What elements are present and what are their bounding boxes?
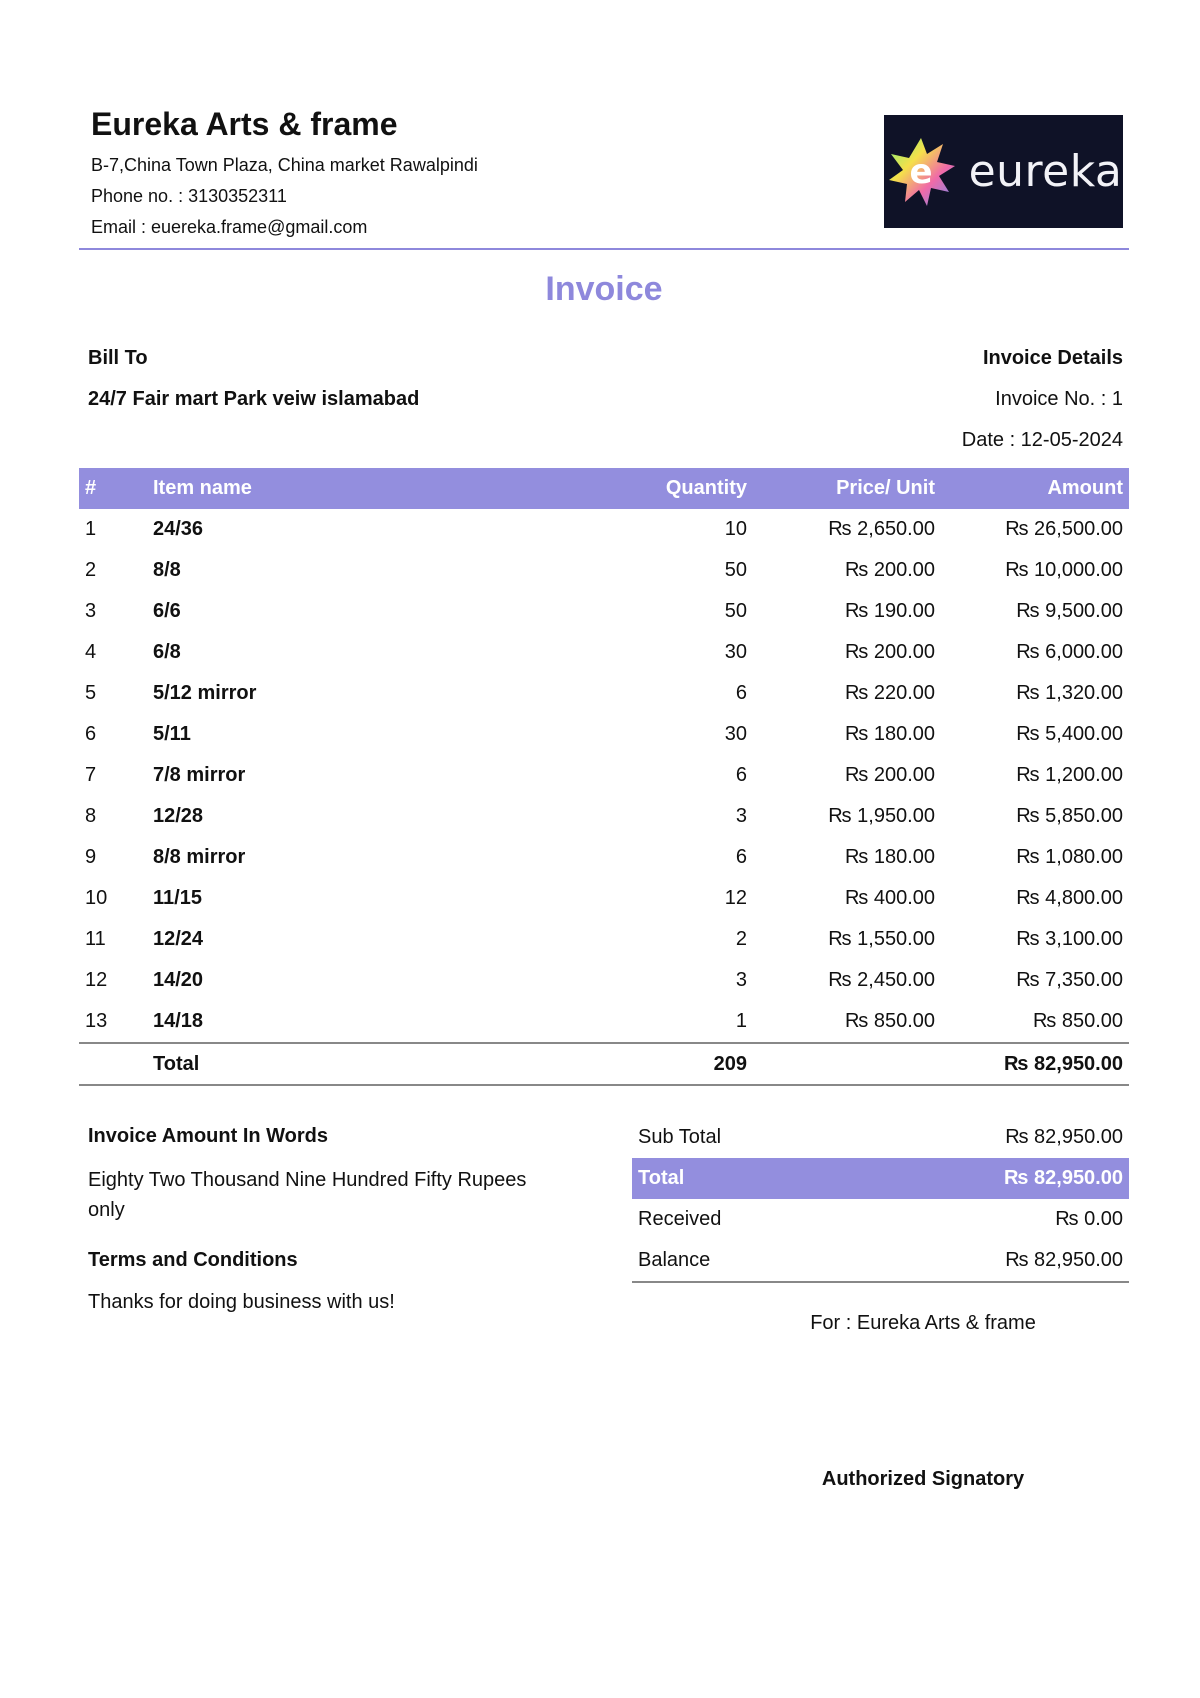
bill-to-label: Bill To (88, 347, 148, 369)
table-row (79, 550, 1129, 591)
row-price: ₨ 180.00 (844, 723, 935, 745)
row-item-name: 14/18 (153, 1010, 204, 1032)
row-number: 2 (85, 559, 97, 581)
row-item-name: 14/20 (153, 969, 204, 991)
row-amount: ₨ 1,200.00 (1016, 764, 1123, 786)
total-quantity: 209 (591, 1043, 753, 1085)
row-item-name: 8/8 mirror (153, 846, 246, 868)
balance-value: ₨ 82,950.00 (1005, 1249, 1123, 1271)
table-row (79, 796, 1129, 837)
row-quantity: 2 (735, 928, 747, 950)
row-amount: ₨ 6,000.00 (1016, 641, 1123, 663)
row-item-name: 6/6 (153, 600, 181, 622)
terms-text: Thanks for doing business with us! (88, 1291, 395, 1313)
table-row (79, 591, 1129, 632)
row-number: 13 (85, 1010, 108, 1032)
row-price: ₨ 200.00 (844, 641, 935, 663)
invoice-details-label: Invoice Details (982, 347, 1123, 369)
row-amount: ₨ 850.00 (1032, 1010, 1123, 1032)
row-item-name: 8/8 (153, 559, 181, 581)
table-row (79, 960, 1129, 1001)
logo-star-icon (885, 136, 957, 208)
balance-row (632, 1240, 1129, 1283)
row-quantity: 3 (735, 969, 747, 991)
svg-text:e: e (909, 151, 933, 192)
header-item-name: Item name (147, 468, 591, 509)
row-quantity: 6 (735, 846, 747, 868)
table-row (79, 509, 1129, 550)
row-item-name: 24/36 (153, 518, 204, 540)
company-logo (884, 115, 1123, 228)
bill-to-address: 24/7 Fair mart Park veiw islamabad (88, 388, 420, 410)
company-phone: Phone no. : 3130352311 (91, 186, 287, 206)
grand-total-label: Total (638, 1167, 685, 1189)
logo-text: eureka (968, 146, 1123, 197)
summary-box (632, 1117, 1129, 1283)
row-price: ₨ 220.00 (844, 682, 935, 704)
row-price: ₨ 2,650.00 (828, 518, 935, 540)
header-amount: Amount (941, 468, 1129, 509)
row-price: ₨ 400.00 (844, 887, 935, 909)
company-email: Email : euereka.frame@gmail.com (91, 217, 368, 237)
table-row (79, 714, 1129, 755)
company-address: B-7,China Town Plaza, China market Rawalpindi (91, 155, 478, 175)
row-amount: ₨ 1,080.00 (1016, 846, 1123, 868)
row-number: 4 (85, 641, 97, 663)
row-amount: ₨ 5,850.00 (1016, 805, 1123, 827)
row-item-name: 7/8 mirror (153, 764, 246, 786)
row-quantity: 1 (735, 1010, 747, 1032)
row-item-name: 12/28 (153, 805, 204, 827)
document-title: Invoice (545, 270, 663, 308)
row-quantity: 10 (724, 518, 747, 540)
row-quantity: 12 (724, 887, 747, 909)
row-amount: ₨ 3,100.00 (1016, 928, 1123, 950)
row-price: ₨ 1,950.00 (828, 805, 935, 827)
table-row (79, 837, 1129, 878)
grand-total-row (632, 1158, 1129, 1199)
row-number: 10 (85, 887, 108, 909)
row-number: 6 (85, 723, 97, 745)
row-amount: ₨ 7,350.00 (1016, 969, 1123, 991)
row-amount: ₨ 10,000.00 (1005, 559, 1123, 581)
balance-label: Balance (638, 1249, 711, 1271)
amount-in-words-label: Invoice Amount In Words (88, 1125, 329, 1147)
row-price: ₨ 190.00 (844, 600, 935, 622)
row-number: 9 (85, 846, 97, 868)
table-total-row (79, 1043, 1129, 1085)
row-price: ₨ 200.00 (844, 559, 935, 581)
total-amount: ₨ 82,950.00 (941, 1043, 1129, 1085)
row-amount: ₨ 9,500.00 (1016, 600, 1123, 622)
invoice-page (79, 100, 1129, 1490)
row-amount: ₨ 1,320.00 (1016, 682, 1123, 704)
row-quantity: 30 (724, 723, 747, 745)
row-price: ₨ 200.00 (844, 764, 935, 786)
header-number: # (79, 468, 147, 509)
row-price: ₨ 850.00 (844, 1010, 935, 1032)
subtotal-label: Sub Total (638, 1126, 722, 1148)
authorized-signatory: Authorized Signatory (821, 1468, 1025, 1490)
row-number: 3 (85, 600, 97, 622)
row-price: ₨ 1,550.00 (828, 928, 935, 950)
table-row (79, 632, 1129, 673)
row-number: 5 (85, 682, 97, 704)
row-quantity: 30 (724, 641, 747, 663)
total-row-label: Total (147, 1043, 591, 1085)
received-value: ₨ 0.00 (1055, 1208, 1123, 1230)
row-quantity: 50 (724, 600, 747, 622)
row-item-name: 5/12 mirror (153, 682, 257, 704)
for-company-line: For : Eureka Arts & frame (810, 1312, 1036, 1334)
header-quantity: Quantity (591, 468, 753, 509)
row-amount: ₨ 4,800.00 (1016, 887, 1123, 909)
company-name: Eureka Arts & frame (91, 106, 398, 142)
row-item-name: 11/15 (153, 887, 202, 909)
row-quantity: 50 (724, 559, 747, 581)
received-label: Received (638, 1208, 722, 1230)
row-amount: ₨ 26,500.00 (1005, 518, 1123, 540)
amount-in-words-text: Eighty Two Thousand Nine Hundred Fifty Rupees only (88, 1169, 527, 1221)
table-row (79, 878, 1129, 919)
items-table (79, 468, 1129, 1086)
table-row (79, 919, 1129, 960)
total-row-spacer (79, 1043, 147, 1085)
invoice-number: Invoice No. : 1 (995, 388, 1123, 410)
row-price: ₨ 2,450.00 (828, 969, 935, 991)
row-number: 1 (85, 518, 97, 540)
table-row (79, 673, 1129, 714)
row-item-name: 5/11 (153, 723, 191, 745)
total-price-spacer (753, 1043, 941, 1085)
invoice-header (79, 100, 1129, 250)
table-row (79, 755, 1129, 796)
row-number: 8 (85, 805, 97, 827)
row-quantity: 3 (735, 805, 747, 827)
row-number: 7 (85, 764, 97, 786)
row-item-name: 12/24 (153, 928, 204, 950)
row-quantity: 6 (735, 764, 747, 786)
row-item-name: 6/8 (153, 641, 181, 663)
grand-total-value: ₨ 82,950.00 (1003, 1167, 1123, 1189)
table-header-row (79, 468, 1129, 509)
subtotal-row (632, 1117, 1129, 1158)
received-row (632, 1199, 1129, 1240)
row-quantity: 6 (735, 682, 747, 704)
subtotal-value: ₨ 82,950.00 (1005, 1126, 1123, 1148)
table-row (79, 1001, 1129, 1043)
row-amount: ₨ 5,400.00 (1016, 723, 1123, 745)
row-price: ₨ 180.00 (844, 846, 935, 868)
terms-label: Terms and Conditions (88, 1249, 298, 1271)
header-price: Price/ Unit (753, 468, 941, 509)
row-number: 12 (85, 969, 108, 991)
row-number: 11 (85, 928, 106, 950)
invoice-date: Date : 12-05-2024 (961, 429, 1123, 451)
